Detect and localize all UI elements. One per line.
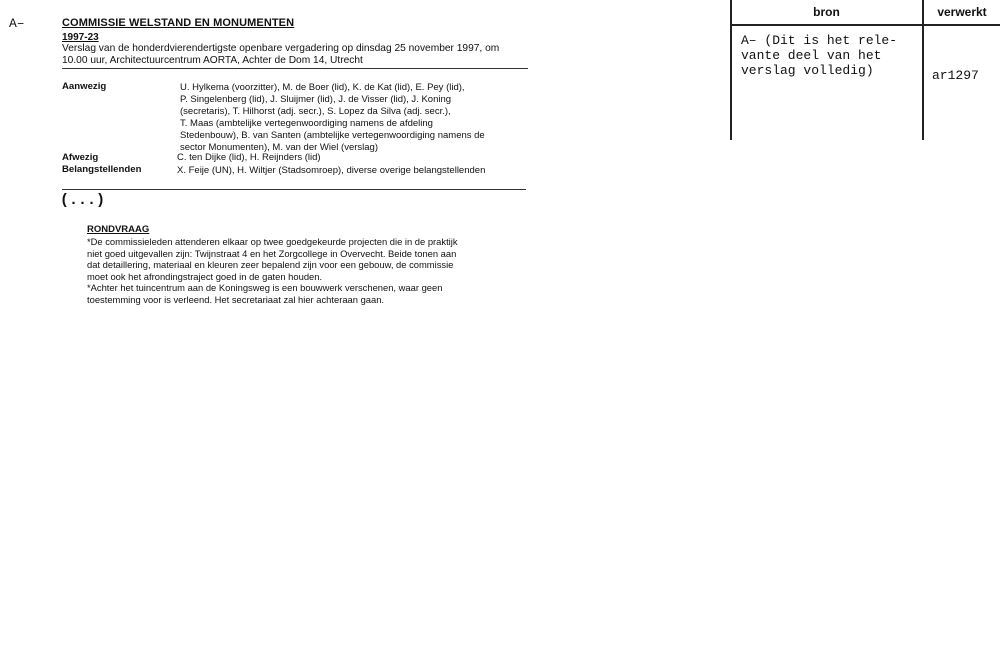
absent-label: Afwezig xyxy=(62,152,99,163)
verwerkt-code: ar1297 xyxy=(932,68,979,83)
bron-line: verslag volledig) xyxy=(741,63,874,78)
table-border-middle xyxy=(922,0,924,140)
table-header-divider xyxy=(731,24,1000,26)
present-line: U. Hylkema (voorzitter), M. de Boer (lid), K. de Kat (lid), E. Pey (lid), xyxy=(180,82,465,93)
rondvraag-line: moet ook het afrondingstraject goed in de gaten houden. xyxy=(87,270,323,282)
column-header-verwerkt: verwerkt xyxy=(937,5,987,19)
present-line: (secretaris), T. Hilhorst (adj. secr.), S. Lopez da Silva (adj. secr.), xyxy=(180,106,451,117)
divider-top xyxy=(62,68,528,69)
intro-line-2: 10.00 uur, Architectuurcentrum AORTA, Achter de Dom 14, Utrecht xyxy=(62,55,363,66)
table-border-left xyxy=(730,0,732,140)
rondvraag-line: *De commissieleden attenderen elkaar op twee goedgekeurde projecten die in de praktijk xyxy=(87,236,458,247)
rondvraag-line: *Achter het tuincentrum aan de Koningsweg is een bouwwerk verschenen, waar geen xyxy=(87,282,443,293)
intro-line-1: Verslag van de honderdvierendertigste openbare vergadering op dinsdag 25 november 1997, om xyxy=(62,43,500,54)
rondvraag-line: niet goed uitgevallen zijn: Twijnstraat 4 en het Zorgcollege in Overvecht. Beide tonen aan xyxy=(87,247,457,259)
report-number: 1997-23 xyxy=(62,32,99,43)
column-header-bron: bron xyxy=(813,5,840,19)
report-intro xyxy=(62,43,532,67)
present-line: sector Monumenten), M. van der Wiel (verslag) xyxy=(180,142,378,153)
rondvraag-line: toestemming voor is verleend. Het secretariaat zal hier achteraan gaan. xyxy=(87,293,385,305)
bron-note xyxy=(741,33,897,78)
bron-line: vante deel van het xyxy=(741,48,882,63)
document-marker: A– xyxy=(9,16,25,31)
interested-label: Belangstellenden xyxy=(62,164,142,175)
rondvraag-line: dat detaillering, materiaal en kleuren zeer bepalend zijn voor een gebouw, de commissie xyxy=(87,259,454,270)
bron-line: A– (Dit is het rele- xyxy=(741,33,898,48)
interested-value: X. Feije (UN), H. Wiltjer (Stadsomroep), diverse overige belangstellenden xyxy=(177,165,486,176)
present-label: Aanwezig xyxy=(62,81,107,92)
omission-ellipsis: (...) xyxy=(60,192,106,209)
present-line: Stedenbouw), B. van Santen (ambtelijke vertegenwoordiging namens de xyxy=(180,130,485,141)
present-list xyxy=(180,82,530,154)
document-heading: COMMISSIE WELSTAND EN MONUMENTEN xyxy=(62,17,295,29)
rondvraag-body xyxy=(87,236,527,305)
absent-value: C. ten Dijke (lid), H. Reijnders (lid) xyxy=(177,152,321,163)
present-line: P. Singelenberg (lid), J. Sluijmer (lid), J. de Visser (lid), J. Koning xyxy=(180,94,452,105)
present-line: T. Maas (ambtelijke vertegenwoordiging namens de afdeling xyxy=(180,118,433,129)
rondvraag-title: RONDVRAAG xyxy=(87,224,150,235)
divider-bottom xyxy=(62,189,526,190)
